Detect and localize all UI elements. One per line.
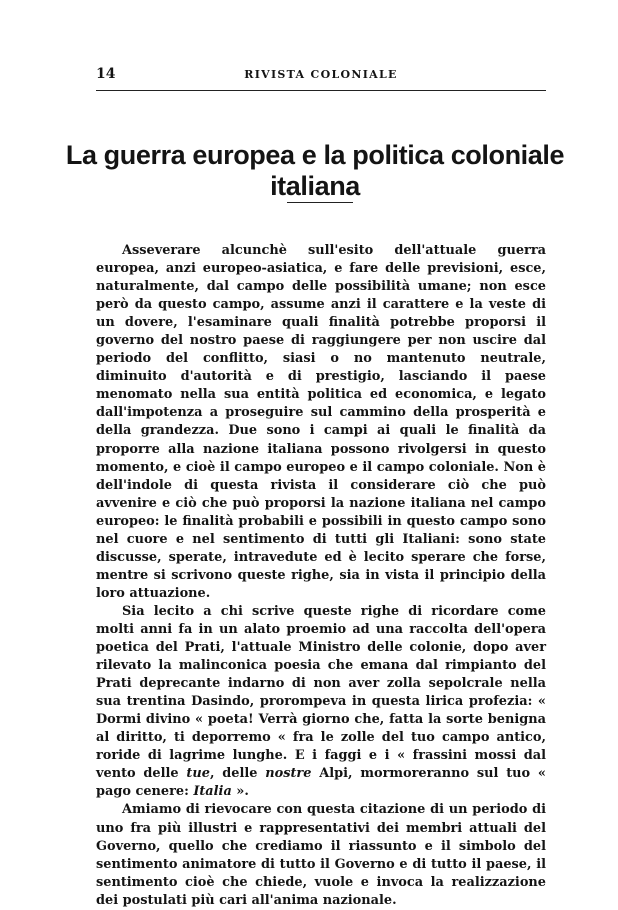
paragraph-1: Asseverare alcunchè sull'esito dell'attuale guerra europea, anzi europeo-asiatica, e fare delle previsioni, esce, naturalmente, dal campo delle possibilità umane; non esce però da questo campo, assume anzi il carattere e la veste di un dovere, l'esaminare quali finalità potrebbe proporsi il governo del nostro paese di raggiungere per non uscire dal periodo del conflitto, siasi o no mantenuto neutrale, diminuito d'autorità e di prestigio, lasciando il paese menomato nella sua entità politica ed economica, e legato dall'impotenza a proseguire sul cammino della prosperità e della grandezza. Due sono i campi ai quali le finalità da proporre alla nazione italiana possono rivolgersi in questo momento, e cioè il campo europeo e il campo coloniale. Non è dell'indole di questa rivista il considerare ciò che può avvenire e ciò che può proporsi la nazione italiana nel campo europeo: le finalità probabili e possibili in questo campo sono nel cuore e nel sentimento di tutti gli Italiani: sono state discusse, sperate, intravedute ed è lecito sperare che forse, mentre si scrivono queste righe, sia in vista il principio della loro attuazione.: [96, 243, 546, 601]
paragraph-2-text: Alpi, mormoreranno sul tuo « pago cenere:: [96, 766, 546, 800]
paragraph-2-text: , delle: [209, 766, 266, 782]
running-title: RIVISTA COLONIALE: [244, 68, 398, 81]
emphasis-italia: Italia: [193, 784, 232, 800]
emphasis-nostre: nostre: [265, 766, 312, 782]
page-number: 14: [96, 66, 116, 82]
emphasis-tue: tue: [186, 766, 210, 782]
title-divider: [287, 202, 353, 203]
paragraph-2-text: Sia lecito a chi scrive queste righe di ricordare come molti anni fa in un alato proemio ad una raccolta dell'opera poetica del Prati, l'attuale Ministro delle colonie, dopo aver rilevato la malinconica poesia che emana dal rimpianto del Prati deprecante indarno di non aver zolla sepolcrale nella sua trentina Dasindo, prorompeva in questa lirica profezia: « Dormi divino « poeta! Verrà giorno che, fatta la sorte benigna al diritto, ti deporremo « fra le zolle del tuo campo antico, roride di lagrime lunghe. E i faggi e i « frassini mossi dal vento delle: [96, 603, 546, 782]
paragraph-2: [96, 603, 546, 802]
article-title: La guerra europea e la politica coloniale italiana: [65, 140, 565, 201]
article-body: [96, 242, 546, 910]
paragraph-3: Amiamo di rievocare con questa citazione di un periodo di uno fra più illustri e rappresentativi dei membri attuali del Governo, quello che crediamo il riassunto e il simbolo del sentimento animatore di tutto il Governo e di tutto il paese, il sentimento cioè che chiede, vuole e invoca la realizzazione dei postulati più cari all'anima nazionale.: [96, 802, 546, 908]
page-header: [96, 62, 546, 91]
paragraph-2-text: ».: [231, 784, 249, 800]
